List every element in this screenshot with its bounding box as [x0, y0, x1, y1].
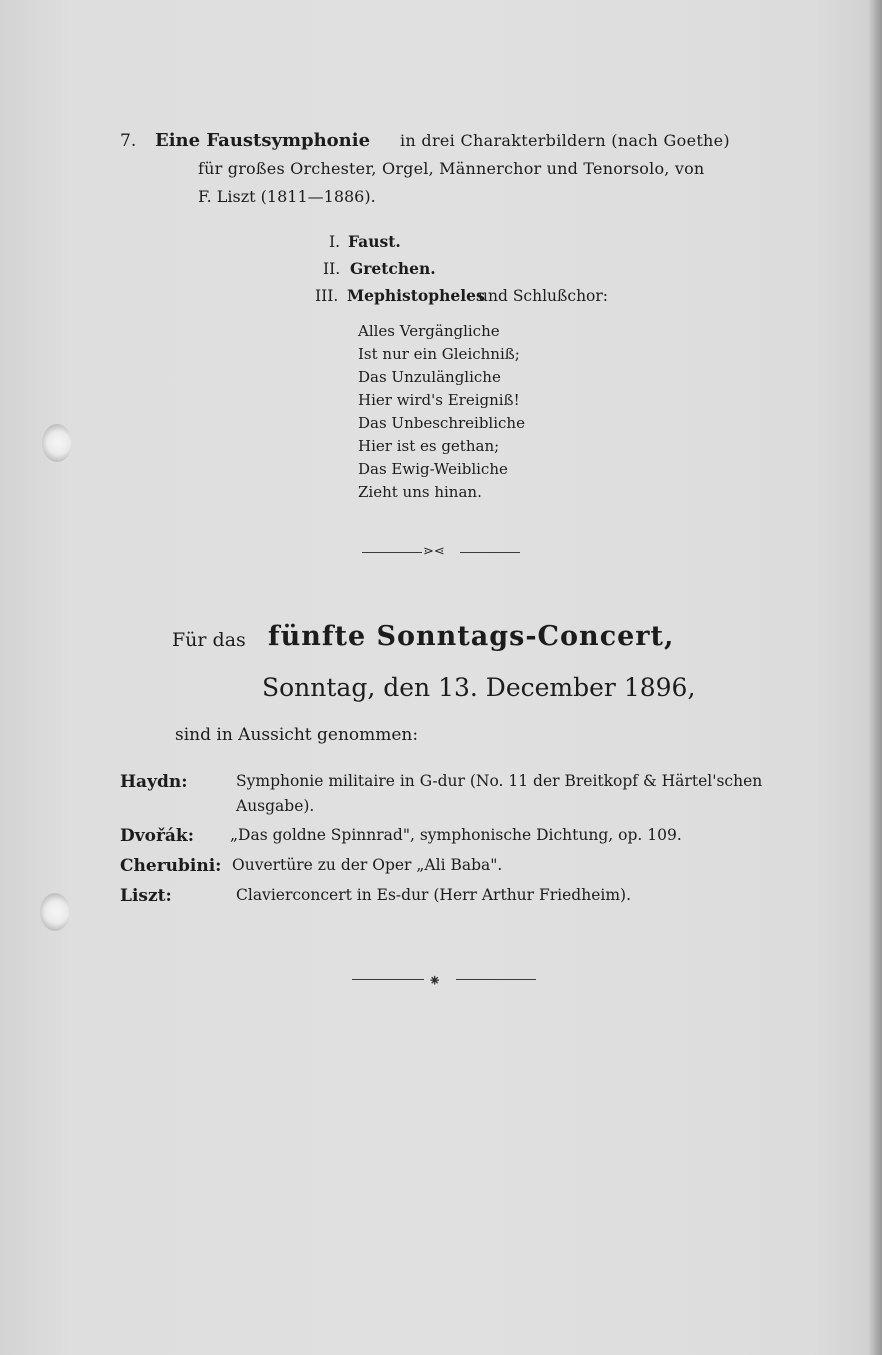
program-intro: sind in Aussicht genommen:: [175, 725, 419, 745]
composer-name: Dvořák:: [120, 826, 194, 846]
work-composer: F. Liszt (1811—1886).: [198, 187, 376, 206]
movement-number: I.: [329, 233, 341, 251]
concert-heading: fünfte Sonntags-Concert,: [268, 621, 675, 652]
program-item: Symphonie militaire in G-dur (No. 11 der Breitkopf & Härtel'schen: [236, 772, 763, 790]
movement-title: Faust.: [348, 232, 401, 251]
verse-line: Alles Vergängliche: [358, 322, 500, 340]
verse-line: Ist nur ein Gleichniß;: [358, 345, 520, 363]
divider-line: [352, 979, 424, 980]
movement-suffix: und Schlußchor:: [478, 287, 609, 305]
verse-line: Zieht uns hinan.: [358, 483, 482, 501]
divider-ornament: ⁕: [428, 971, 442, 990]
program-item: Clavierconcert in Es-dur (Herr Arthur Friedheim).: [236, 886, 632, 904]
movement-number: III.: [315, 287, 339, 305]
verse-line: Hier ist es gethan;: [358, 437, 500, 455]
divider-line: [456, 979, 536, 980]
heading-prefix: Für das: [172, 629, 246, 651]
divider-ornament: ⋗⋖: [423, 544, 445, 559]
verse-line: Das Unbeschreibliche: [358, 414, 525, 432]
movement-number: II.: [323, 260, 341, 278]
divider-line: [460, 552, 520, 553]
concert-date: Sonntag, den 13. December 1896,: [262, 673, 696, 702]
program-item: Ouvertüre zu der Oper „Ali Baba".: [232, 856, 503, 874]
punch-hole: [42, 424, 72, 462]
item-number: 7.: [120, 131, 137, 151]
work-scoring: für großes Orchester, Orgel, Männerchor und Tenorsolo, von: [198, 159, 705, 178]
divider-line: [362, 552, 422, 553]
composer-name: Haydn:: [120, 772, 188, 792]
verse-line: Hier wird's Ereigniß!: [358, 391, 520, 409]
work-title: Eine Faustsymphonie: [155, 130, 371, 151]
verse-line: Das Ewig-Weibliche: [358, 460, 508, 478]
page-edge-shadow: [868, 0, 882, 1355]
program-item: Ausgabe).: [236, 797, 315, 815]
verse-line: Das Unzulängliche: [358, 368, 501, 386]
punch-hole: [40, 893, 70, 931]
composer-name: Cherubini:: [120, 856, 222, 876]
program-item: „Das goldne Spinnrad", symphonische Dichtung, op. 109.: [230, 826, 682, 844]
movement-title: Mephistopheles: [347, 286, 485, 305]
work-subtitle: in drei Charakterbildern (nach Goethe): [400, 131, 730, 150]
composer-name: Liszt:: [120, 886, 172, 906]
movement-title: Gretchen.: [350, 259, 436, 278]
